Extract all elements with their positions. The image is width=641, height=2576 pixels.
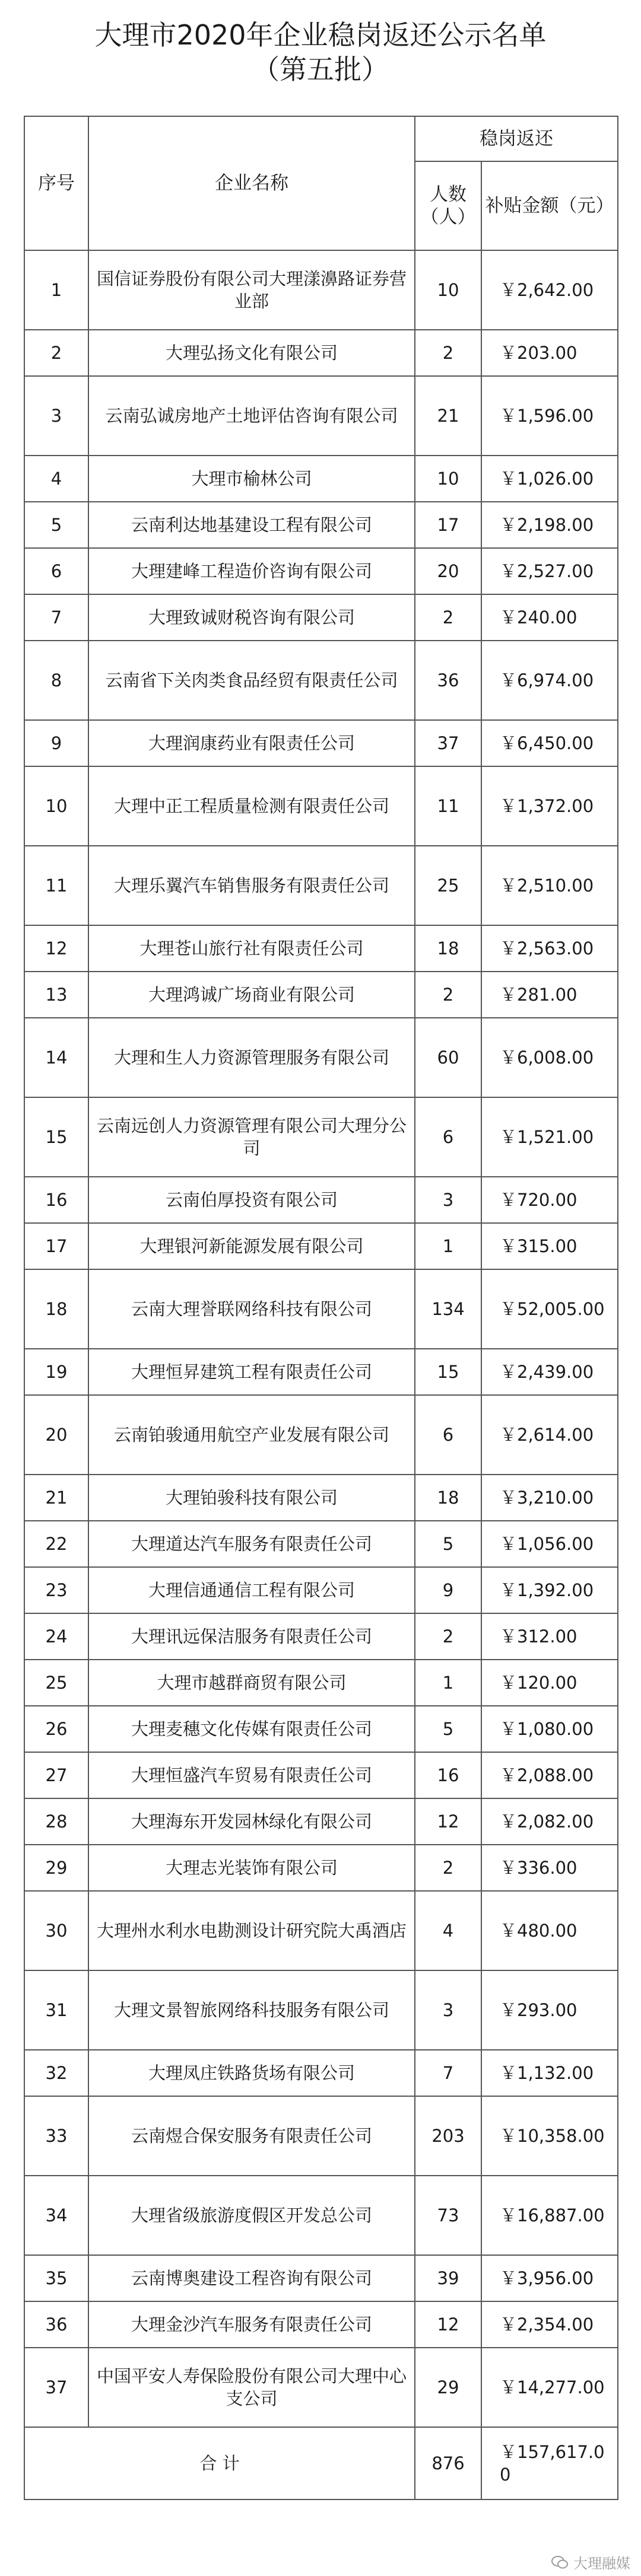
row-count: 5 xyxy=(415,1706,481,1752)
row-count: 9 xyxy=(415,1567,481,1613)
row-no: 16 xyxy=(24,1177,88,1223)
row-name: 大理讯远保洁服务有限责任公司 xyxy=(88,1613,415,1660)
row-name: 云南利达地基建设工程有限公司 xyxy=(88,502,415,548)
table-row xyxy=(24,2348,618,2427)
row-no: 24 xyxy=(24,1613,88,1660)
row-count: 16 xyxy=(415,1752,481,1798)
header-count: 人数（人） xyxy=(415,161,481,250)
table-row xyxy=(24,330,618,376)
table-row xyxy=(24,1752,618,1798)
row-count: 5 xyxy=(415,1521,481,1567)
row-name: 大理建峰工程造价咨询有限公司 xyxy=(88,548,415,594)
row-name: 大理苍山旅行社有限责任公司 xyxy=(88,925,415,972)
row-amount: ￥120.00 xyxy=(481,1660,618,1706)
row-name: 大理银河新能源发展有限公司 xyxy=(88,1223,415,1269)
table-row xyxy=(24,925,618,972)
row-name: 云南省下关肉类食品经贸有限责任公司 xyxy=(88,641,415,720)
row-count: 15 xyxy=(415,1349,481,1395)
row-no: 31 xyxy=(24,1970,88,2050)
table-row xyxy=(24,2255,618,2301)
row-count: 17 xyxy=(415,502,481,548)
row-no: 33 xyxy=(24,2096,88,2176)
table-row xyxy=(24,1521,618,1567)
row-name: 大理文景智旅网络科技服务有限公司 xyxy=(88,1970,415,2050)
row-no: 12 xyxy=(24,925,88,972)
page-title xyxy=(0,0,641,98)
row-amount: ￥480.00 xyxy=(481,1891,618,1970)
header-group: 稳岗返还 xyxy=(415,116,618,161)
watermark xyxy=(551,2552,630,2572)
row-name: 云南远创人力资源管理有限公司大理分公司 xyxy=(88,1097,415,1177)
table-row xyxy=(24,1798,618,1845)
row-count: 10 xyxy=(415,456,481,502)
row-no: 23 xyxy=(24,1567,88,1613)
row-name: 大理金沙汽车服务有限责任公司 xyxy=(88,2301,415,2348)
row-name: 大理恒昇建筑工程有限责任公司 xyxy=(88,1349,415,1395)
row-count: 2 xyxy=(415,1845,481,1891)
row-no: 36 xyxy=(24,2301,88,2348)
row-count: 2 xyxy=(415,330,481,376)
row-amount: ￥1,521.00 xyxy=(481,1097,618,1177)
table-row xyxy=(24,1223,618,1269)
row-count: 2 xyxy=(415,594,481,641)
row-no: 8 xyxy=(24,641,88,720)
row-no: 10 xyxy=(24,766,88,846)
row-no: 27 xyxy=(24,1752,88,1798)
row-count: 6 xyxy=(415,1395,481,1475)
row-count: 37 xyxy=(415,720,481,766)
table-row xyxy=(24,1395,618,1475)
row-amount: ￥6,008.00 xyxy=(481,1018,618,1097)
table-row xyxy=(24,1845,618,1891)
total-count: 876 xyxy=(415,2427,481,2499)
row-no: 5 xyxy=(24,502,88,548)
row-no: 15 xyxy=(24,1097,88,1177)
header-no: 序号 xyxy=(24,116,88,250)
row-name: 大理鸿诚广场商业有限公司 xyxy=(88,972,415,1018)
row-name: 大理致诚财税咨询有限公司 xyxy=(88,594,415,641)
row-name: 云南煜合保安服务有限责任公司 xyxy=(88,2096,415,2176)
row-amount: ￥2,088.00 xyxy=(481,1752,618,1798)
row-amount: ￥240.00 xyxy=(481,594,618,641)
row-no: 3 xyxy=(24,376,88,456)
row-name: 大理海东开发园林绿化有限公司 xyxy=(88,1798,415,1845)
table-row xyxy=(24,502,618,548)
row-count: 21 xyxy=(415,376,481,456)
row-no: 11 xyxy=(24,846,88,925)
row-name: 大理铂骏科技有限公司 xyxy=(88,1475,415,1521)
row-amount: ￥16,887.00 xyxy=(481,2176,618,2255)
row-amount: ￥2,439.00 xyxy=(481,1349,618,1395)
row-no: 29 xyxy=(24,1845,88,1891)
row-name: 大理中正工程质量检测有限责任公司 xyxy=(88,766,415,846)
row-name: 大理恒盛汽车贸易有限责任公司 xyxy=(88,1752,415,1798)
row-count: 203 xyxy=(415,2096,481,2176)
row-name: 大理市榆林公司 xyxy=(88,456,415,502)
row-amount: ￥1,392.00 xyxy=(481,1567,618,1613)
header-name: 企业名称 xyxy=(88,116,415,250)
row-amount: ￥2,198.00 xyxy=(481,502,618,548)
row-count: 20 xyxy=(415,548,481,594)
row-count: 18 xyxy=(415,925,481,972)
total-row xyxy=(24,2427,618,2499)
row-count: 25 xyxy=(415,846,481,925)
row-amount: ￥1,080.00 xyxy=(481,1706,618,1752)
row-amount: ￥1,596.00 xyxy=(481,376,618,456)
table-row xyxy=(24,1269,618,1349)
total-amount: ￥157,617.00 xyxy=(481,2427,618,2499)
row-amount: ￥2,642.00 xyxy=(481,250,618,330)
row-name: 大理道达汽车服务有限责任公司 xyxy=(88,1521,415,1567)
table-row xyxy=(24,250,618,330)
row-amount: ￥203.00 xyxy=(481,330,618,376)
row-amount: ￥2,563.00 xyxy=(481,925,618,972)
row-amount: ￥2,614.00 xyxy=(481,1395,618,1475)
row-no: 13 xyxy=(24,972,88,1018)
row-count: 73 xyxy=(415,2176,481,2255)
row-count: 1 xyxy=(415,1223,481,1269)
row-no: 28 xyxy=(24,1798,88,1845)
row-amount: ￥281.00 xyxy=(481,972,618,1018)
row-no: 17 xyxy=(24,1223,88,1269)
title-line-2: （第五批） xyxy=(252,53,389,85)
row-count: 60 xyxy=(415,1018,481,1097)
row-name: 大理信通通信工程有限公司 xyxy=(88,1567,415,1613)
row-count: 12 xyxy=(415,2301,481,2348)
row-no: 30 xyxy=(24,1891,88,1970)
row-count: 12 xyxy=(415,1798,481,1845)
row-count: 2 xyxy=(415,972,481,1018)
row-name: 大理乐翼汽车销售服务有限责任公司 xyxy=(88,846,415,925)
table-row xyxy=(24,766,618,846)
row-name: 大理志光装饰有限公司 xyxy=(88,1845,415,1891)
row-amount: ￥6,974.00 xyxy=(481,641,618,720)
row-no: 20 xyxy=(24,1395,88,1475)
table-row xyxy=(24,1475,618,1521)
row-amount: ￥1,056.00 xyxy=(481,1521,618,1567)
row-amount: ￥52,005.00 xyxy=(481,1269,618,1349)
row-count: 2 xyxy=(415,1613,481,1660)
table-row xyxy=(24,2096,618,2176)
table-row xyxy=(24,1097,618,1177)
row-amount: ￥315.00 xyxy=(481,1223,618,1269)
row-count: 11 xyxy=(415,766,481,846)
row-no: 1 xyxy=(24,250,88,330)
row-no: 4 xyxy=(24,456,88,502)
table-row xyxy=(24,594,618,641)
row-amount: ￥293.00 xyxy=(481,1970,618,2050)
row-no: 19 xyxy=(24,1349,88,1395)
row-name: 云南弘诚房地产土地评估咨询有限公司 xyxy=(88,376,415,456)
row-no: 9 xyxy=(24,720,88,766)
row-amount: ￥2,082.00 xyxy=(481,1798,618,1845)
row-name: 大理州水利水电勘测设计研究院大禹酒店 xyxy=(88,1891,415,1970)
table-row xyxy=(24,1660,618,1706)
row-no: 22 xyxy=(24,1521,88,1567)
row-amount: ￥1,026.00 xyxy=(481,456,618,502)
row-amount: ￥2,354.00 xyxy=(481,2301,618,2348)
row-count: 29 xyxy=(415,2348,481,2427)
row-amount: ￥336.00 xyxy=(481,1845,618,1891)
table-row xyxy=(24,2176,618,2255)
row-no: 26 xyxy=(24,1706,88,1752)
row-name: 云南博奥建设工程咨询有限公司 xyxy=(88,2255,415,2301)
table-row xyxy=(24,1706,618,1752)
table-row xyxy=(24,1970,618,2050)
row-name: 大理凤庄铁路货场有限公司 xyxy=(88,2050,415,2096)
row-no: 18 xyxy=(24,1269,88,1349)
row-name: 云南伯厚投资有限公司 xyxy=(88,1177,415,1223)
row-amount: ￥6,450.00 xyxy=(481,720,618,766)
row-no: 35 xyxy=(24,2255,88,2301)
wechat-icon xyxy=(551,2555,569,2569)
table-row xyxy=(24,846,618,925)
table-row xyxy=(24,376,618,456)
row-no: 34 xyxy=(24,2176,88,2255)
row-name: 大理弘扬文化有限公司 xyxy=(88,330,415,376)
header-amount: 补贴金额（元） xyxy=(481,161,618,250)
row-name: 云南大理誉联网络科技有限公司 xyxy=(88,1269,415,1349)
row-no: 7 xyxy=(24,594,88,641)
row-name: 国信证券股份有限公司大理漾濞路证券营业部 xyxy=(88,250,415,330)
row-amount: ￥10,358.00 xyxy=(481,2096,618,2176)
row-amount: ￥1,132.00 xyxy=(481,2050,618,2096)
row-count: 18 xyxy=(415,1475,481,1521)
row-amount: ￥2,527.00 xyxy=(481,548,618,594)
row-amount: ￥720.00 xyxy=(481,1177,618,1223)
row-count: 7 xyxy=(415,2050,481,2096)
row-name: 大理省级旅游度假区开发总公司 xyxy=(88,2176,415,2255)
row-amount: ￥3,956.00 xyxy=(481,2255,618,2301)
table-row xyxy=(24,2050,618,2096)
table-row xyxy=(24,1177,618,1223)
row-count: 3 xyxy=(415,1970,481,2050)
row-count: 134 xyxy=(415,1269,481,1349)
row-count: 10 xyxy=(415,250,481,330)
table-row xyxy=(24,720,618,766)
row-name: 大理润康药业有限责任公司 xyxy=(88,720,415,766)
row-name: 云南铂骏通用航空产业发展有限公司 xyxy=(88,1395,415,1475)
row-count: 39 xyxy=(415,2255,481,2301)
table-row xyxy=(24,456,618,502)
table-row xyxy=(24,641,618,720)
table-row xyxy=(24,1018,618,1097)
row-amount: ￥3,210.00 xyxy=(481,1475,618,1521)
row-amount: ￥312.00 xyxy=(481,1613,618,1660)
row-no: 2 xyxy=(24,330,88,376)
row-name: 中国平安人寿保险股份有限公司大理中心支公司 xyxy=(88,2348,415,2427)
row-name: 大理市越群商贸有限公司 xyxy=(88,1660,415,1706)
row-amount: ￥1,372.00 xyxy=(481,766,618,846)
row-amount: ￥2,510.00 xyxy=(481,846,618,925)
table-row xyxy=(24,1613,618,1660)
table-row xyxy=(24,1891,618,1970)
title-line-1: 大理市2020年企业稳岗返还公示名单 xyxy=(94,19,547,51)
watermark-text: 大理融媒 xyxy=(573,2555,630,2572)
row-no: 37 xyxy=(24,2348,88,2427)
table-body xyxy=(24,250,618,2427)
row-count: 1 xyxy=(415,1660,481,1706)
row-count: 6 xyxy=(415,1097,481,1177)
table-row xyxy=(24,972,618,1018)
row-no: 14 xyxy=(24,1018,88,1097)
total-label: 合 计 xyxy=(24,2427,415,2499)
row-no: 25 xyxy=(24,1660,88,1706)
row-count: 36 xyxy=(415,641,481,720)
table-row xyxy=(24,2301,618,2348)
row-no: 21 xyxy=(24,1475,88,1521)
row-no: 6 xyxy=(24,548,88,594)
row-name: 大理和生人力资源管理服务有限公司 xyxy=(88,1018,415,1097)
table-row xyxy=(24,1349,618,1395)
row-amount: ￥14,277.00 xyxy=(481,2348,618,2427)
table-row xyxy=(24,548,618,594)
subsidy-table xyxy=(24,116,618,2500)
row-count: 4 xyxy=(415,1891,481,1970)
row-name: 大理麦穗文化传媒有限责任公司 xyxy=(88,1706,415,1752)
row-no: 32 xyxy=(24,2050,88,2096)
row-count: 3 xyxy=(415,1177,481,1223)
table-row xyxy=(24,1567,618,1613)
